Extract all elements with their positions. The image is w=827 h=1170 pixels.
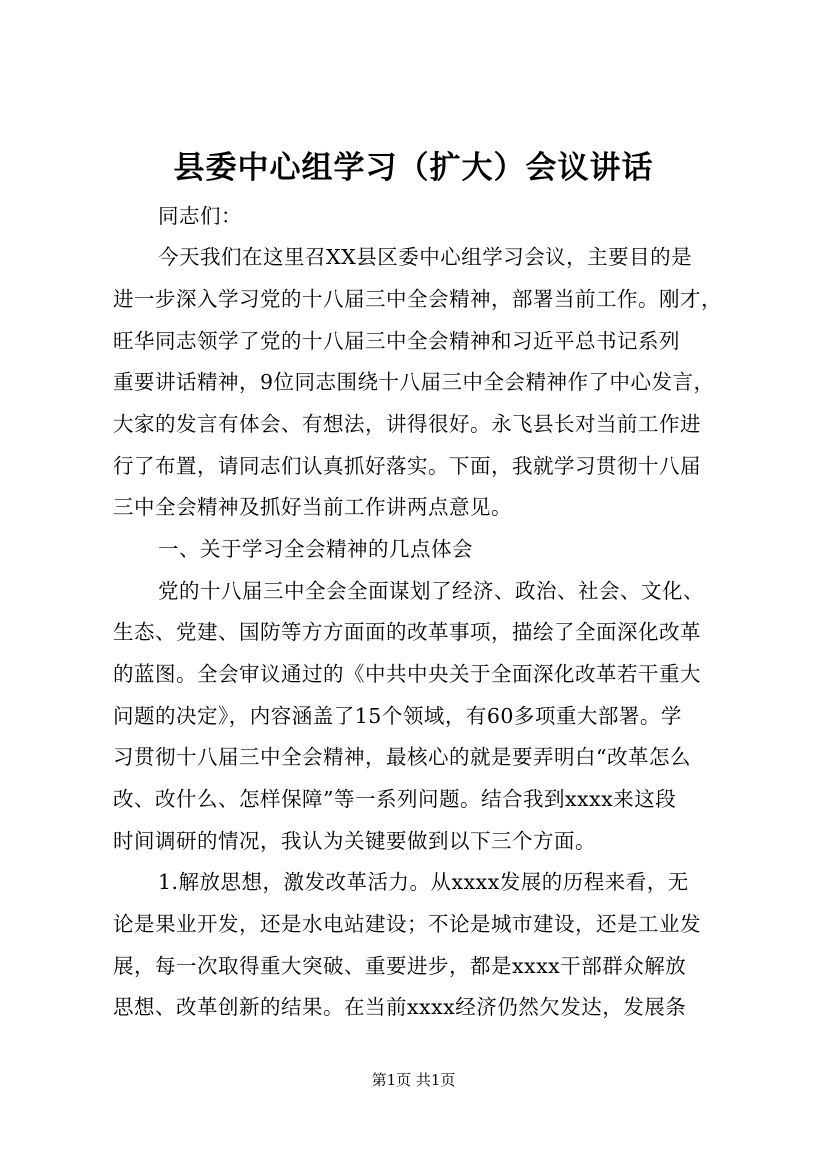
body-line: 论是果业开发，还是水电站建设；不论是城市建设，还是工业发 bbox=[113, 912, 701, 936]
body-line: 旺华同志领学了党的十八届三中全会精神和习近平总书记系列 bbox=[113, 329, 680, 353]
body-line: 生态、党建、国防等方方面面的改革事项，描绘了全面深化改革 bbox=[113, 620, 701, 644]
section-heading: 一、关于学习全会精神的几点体会 bbox=[158, 537, 473, 561]
body-line: 时间调研的情况，我认为关键要做到以下三个方面。 bbox=[113, 829, 596, 853]
body-line: 三中全会精神及抓好当前工作讲两点意见。 bbox=[113, 495, 512, 519]
body-line: 党的十八届三中全会全面谋划了经济、政治、社会、文化、 bbox=[158, 579, 704, 603]
body-line: 展，每一次取得重大突破、重要进步，都是xxxx干部群众解放 bbox=[113, 954, 687, 978]
body-line: 问题的决定》，内容涵盖了15个领域，有60多项重大部署。学 bbox=[113, 704, 682, 728]
body-line: 改、改什么、怎样保障”等一系列问题。结合我到xxxx来这段 bbox=[113, 787, 677, 811]
body-line: 的蓝图。全会审议通过的《中共中央关于全面深化改革若干重大 bbox=[113, 662, 701, 686]
body-line: 重要讲话精神，9位同志围绕十八届三中全会精神作了中心发言， bbox=[113, 370, 715, 394]
body-line: 行了布置，请同志们认真抓好落实。下面，我就学习贯彻十八届 bbox=[113, 454, 701, 478]
body-line: 习贯彻十八届三中全会精神，最核心的就是要弄明白“改革怎么 bbox=[113, 745, 691, 769]
page-number-footer: 第1页 共1页 bbox=[371, 1071, 456, 1089]
salutation-line: 同志们： bbox=[158, 204, 242, 228]
body-line: 进一步深入学习党的十八届三中全会精神，部署当前工作。刚才， bbox=[113, 287, 722, 311]
body-line: 大家的发言有体会、有想法，讲得很好。永飞县长对当前工作进 bbox=[113, 412, 701, 436]
body-line: 今天我们在这里召XX县区委中心组学习会议，主要目的是 bbox=[158, 245, 693, 269]
body-line: 1.解放思想，激发改革活力。从xxxx发展的历程来看，无 bbox=[158, 870, 689, 894]
body-line: 思想、改革创新的结果。在当前xxxx经济仍然欠发达，发展条 bbox=[113, 995, 687, 1019]
document-title: 县委中心组学习（扩大）会议讲话 bbox=[173, 150, 654, 186]
